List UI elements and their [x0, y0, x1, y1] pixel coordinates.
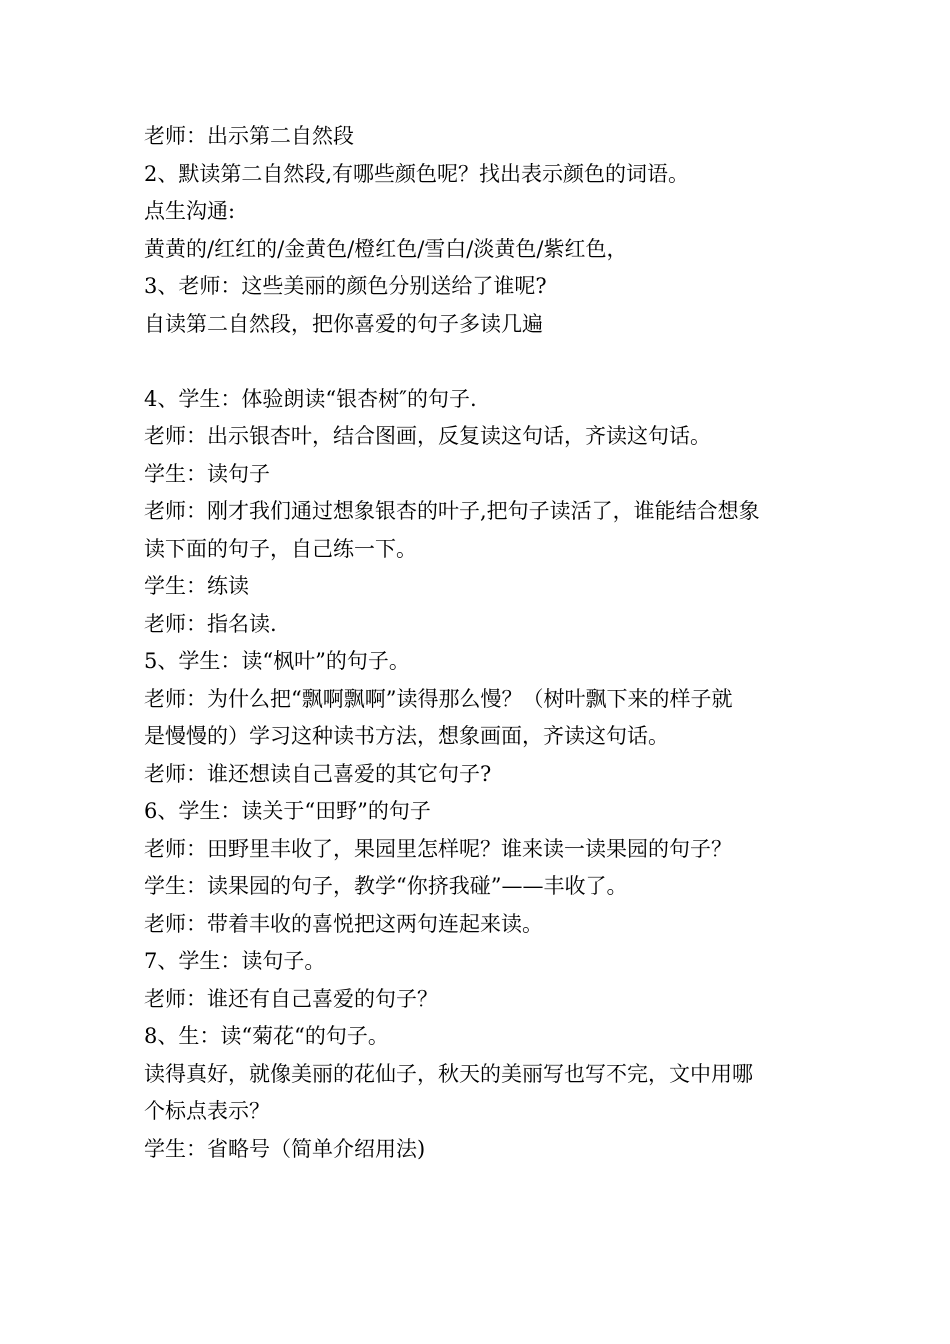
text-line: 点生沟通: — [144, 199, 236, 223]
text-line: 学生：读句子 — [144, 461, 270, 486]
text-line: 3、老师：这些美丽的颜色分别送给了谁呢? — [144, 274, 547, 298]
text-line: 老师：指名读. — [144, 611, 277, 636]
text-line: 7、学生：读句子。 — [144, 949, 326, 973]
text-line: 读下面的句子，自己练一下。 — [144, 536, 417, 561]
text-line: 自读第二自然段，把你喜爱的句子多读几遍 — [144, 311, 543, 336]
text-line: 读得真好，就像美丽的花仙子，秋天的美丽写也写不完，文中用哪 — [144, 1061, 753, 1086]
text-line: 6、学生：读关于“田野”的句子 — [144, 799, 431, 823]
text-line: 学生：读果园的句子，教学“你挤我碰”——丰收了。 — [144, 874, 628, 898]
blank-line — [144, 343, 814, 381]
text-line: 4、学生：体验朗读“银杏树″的句子. — [144, 386, 477, 411]
text-line: 5、学生：读“枫叶”的句子。 — [144, 649, 410, 673]
text-line: 学生：练读 — [144, 574, 249, 598]
text-line: 老师：田野里丰收了，果园里怎样呢？谁来读一读果园的句子？ — [144, 836, 732, 861]
text-line: 黄黄的/红红的/金黄色/橙红色/雪白/淡黄色/紫红色， — [144, 236, 628, 261]
text-line: 老师：出示第二自然段 — [144, 124, 354, 148]
text-line: 8、生：读“菊花“的句子。 — [144, 1024, 389, 1048]
text-line: 老师：出示银杏叶，结合图画，反复读这句话，齐读这句话。 — [144, 424, 711, 448]
text-line: 老师：带着丰收的喜悦把这两句连起来读。 — [144, 911, 543, 936]
text-line: 老师：为什么把“飘啊飘啊”读得那么慢？（树叶飘下来的样子就 — [144, 686, 733, 711]
text-line: 老师：谁还有自己喜爱的句子？ — [144, 986, 438, 1011]
text-line: 老师：谁还想读自己喜爱的其它句子? — [144, 761, 492, 786]
text-line: 是慢慢的）学习这种读书方法，想象画面，齐读这句话。 — [144, 724, 669, 748]
text-line: 老师：刚才我们通过想象银杏的叶子,把句子读活了，谁能结合想象 — [144, 499, 760, 523]
document-body — [144, 118, 814, 1168]
text-line: 学生：省略号（简单介绍用法) — [144, 1136, 426, 1161]
text-line: 2、默读第二自然段,有哪些颜色呢？找出表示颜色的词语。 — [144, 161, 690, 186]
text-line: 个标点表示？ — [144, 1099, 270, 1123]
